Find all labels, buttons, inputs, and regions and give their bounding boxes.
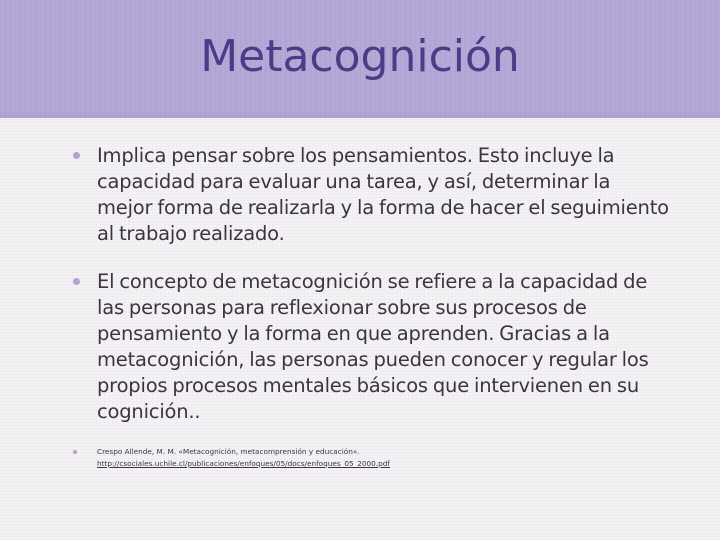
bullet-item-2 [97, 269, 669, 425]
bullet-dot-icon [73, 450, 77, 454]
reference-citation: Crespo Allende, M. M. «Metacognición, metacomprensión y educación». [97, 447, 360, 456]
bullet-text-2: El concepto de metacognición se refiere a la capacidad de las personas para reflexionar sobre sus procesos de pensamiento y la forma en que aprenden. Gracias a la metacognición, las personas pueden conocer y regular los propios procesos mentales básicos que intervienen en su cognición.. [97, 270, 649, 423]
slide-title: Metacognición [200, 31, 520, 82]
bullet-dot-icon [73, 278, 80, 285]
bullet-item-1 [97, 143, 669, 247]
bullet-text-1: Implica pensar sobre los pensamientos. Esto incluye la capacidad para evaluar una tarea, y así, determinar la mejor forma de realizarla y la forma de hacer el seguimiento al trabajo realizado. [97, 144, 669, 245]
reference-link[interactable]: http://csociales.uchile.cl/publicaciones/enfoques/05/docs/enfoques_05_2000.pdf [97, 459, 390, 468]
reference-item [97, 446, 657, 470]
bullet-dot-icon [73, 152, 80, 159]
